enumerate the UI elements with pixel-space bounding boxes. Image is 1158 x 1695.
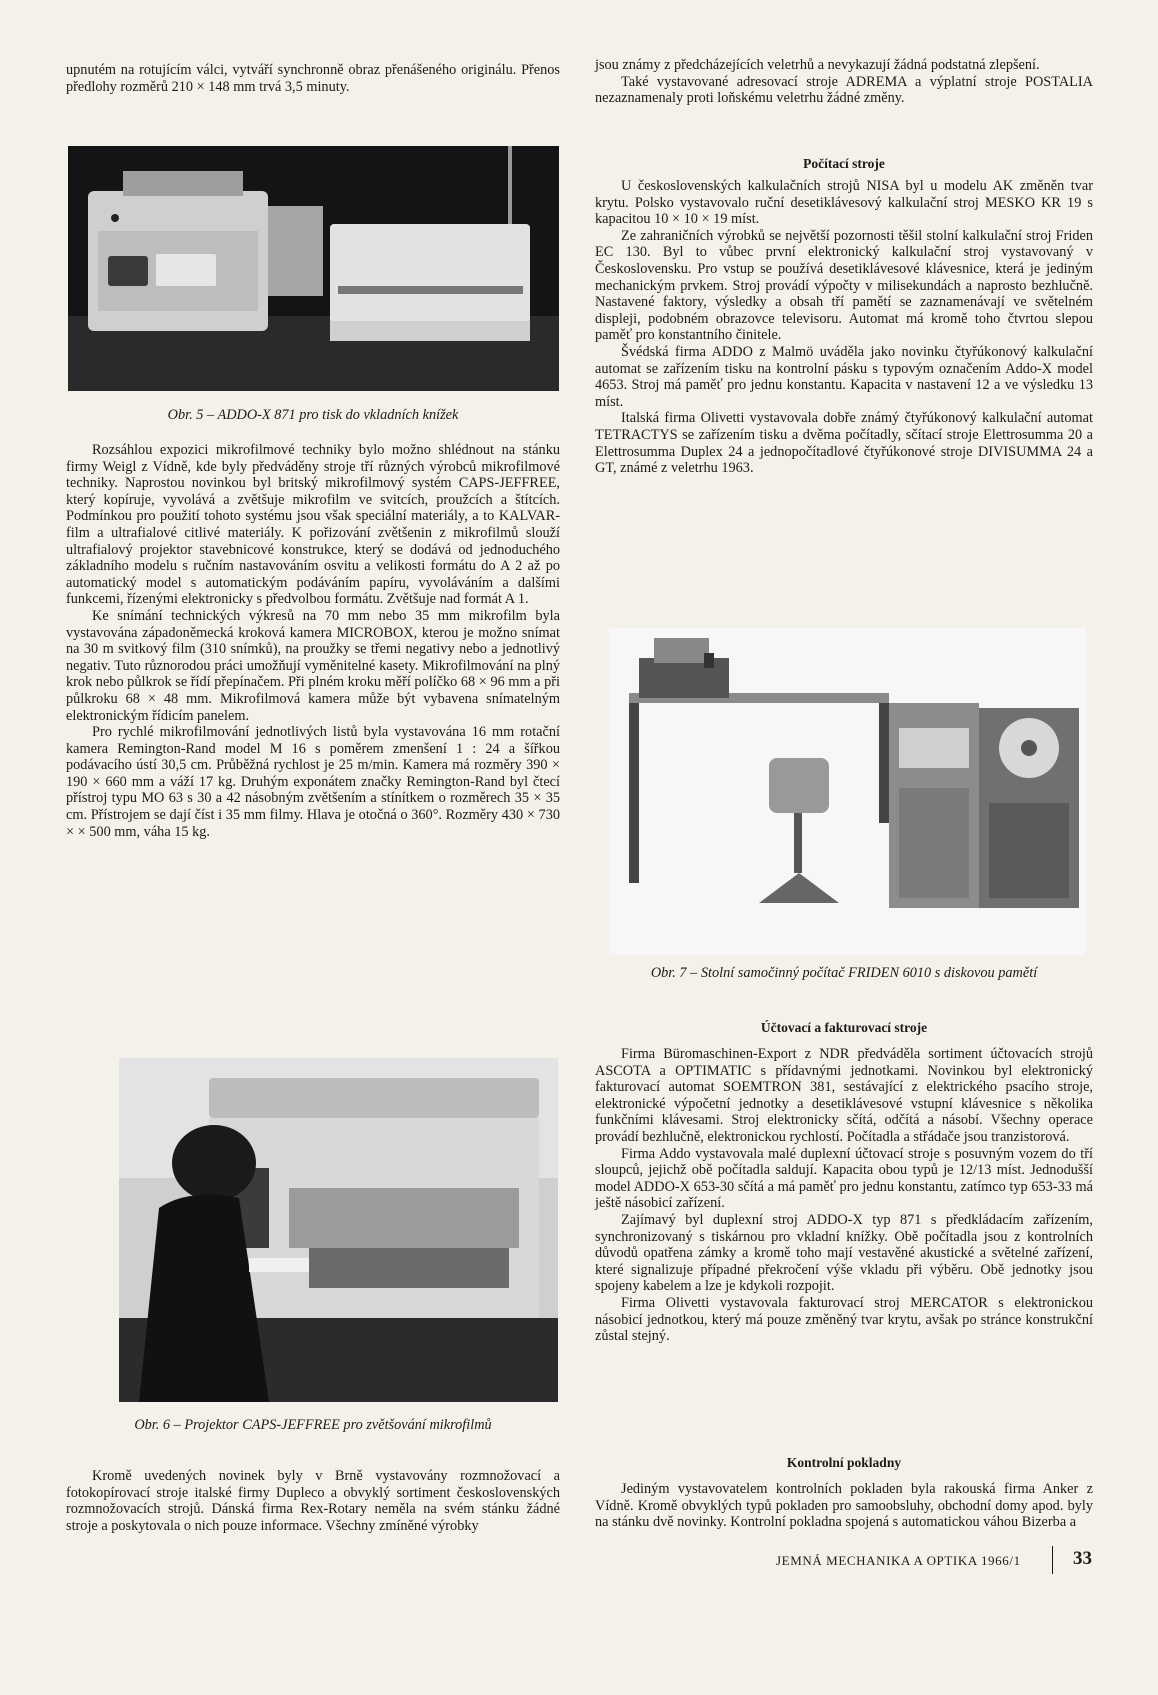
right-paragraph-2: U československých kalkulačních strojů NISA byl u modelu AK změněn tvar krytu. Polsko vystavovalo ruční desetiklávesový kalkulační stroj MESKO KR 19 s kapacitou 10 × 10 × 19 míst. xyxy=(595,178,1093,228)
right-paragraph-7: Firma Addo vystavovala malé duplexní účtovací stroje s posuvným vozem do tří sloupců, jejichž obě počítadla saldují. Kapacita obou typů je 12/13 míst. Jednodušší model ADDO-X 653-30 sčítá a má paměť pro jednu konstantu, zatímco typ 653-33 má ještě násobicí zařízení. xyxy=(595,1145,1093,1212)
figure-7-caption: Obr. 7 – Stolní samočinný počítač FRIDEN 6010 s diskovou pamětí xyxy=(650,965,1038,981)
left-paragraph-1: Rozsáhlou expozici mikrofilmové techniky bylo možno shlédnout na stánku firmy Weigl z Vídně, kde byly předváděny stroje tří různých výrobců mikrofilmové techniky. Naprostou novinkou byl britský mikrofilmový systém CAPS-JEFFREE, který kopíruje, vyvolává a zvětšuje mikrofilm ve svitcích, proužcích a štítcích. Podmínkou pro použití tohoto systému jsou však speciální materiály, a to KALVAR-film a ultrafialové citlivé materiály. K pořizování zvětšenin z mikrofilmů slouží ultrafialový projektor stavebnicové konstrukce, který se dodává od jednoduchého základního modelu s ručním nastavováním osvitu a velikosti formátu do A 2 až po automatický model s automatickým podáváním papíru, vyvoláváním a dalšími funkcemi, řízenými elektronicky s předvolbou formátu. Zvětšuje nad formát A 1. xyxy=(66,442,560,608)
right-paragraph-5: Italská firma Olivetti vystavovala dobře známý čtyřúkonový kalkulační automat TETRACTYS se zařízením tisku a dvěma počítadly, sčítací stroje Elettrosumma 20 a Elettrosumma Duplex 24 a jednopočítadlové čtyřúkonové stroje DIVISUMMA 24 a GT, známé z veletrhu 1963. xyxy=(595,410,1093,477)
photo-caps-jeffree-projector xyxy=(119,1058,558,1402)
right-paragraph-10: Jediným vystavovatelem kontrolních pokladen byla rakouská firma Anker z Vídně. Kromě obvyklých typů pokladen pro samoobsluhy, obchodní domy apod. byly na stánku dvě novinky. Kontrolní pokladna spojená s automatickou váhou Bizerba a xyxy=(595,1481,1093,1531)
right-paragraph-8: Zajímavý byl duplexní stroj ADDO-X typ 871 s předkládacím zařízením, synchronizovaný s tiskárnou pro vkladní knížky. Obě počítadla jsou z kontrolních důvodů opatřena zámky a kromě toho mají vestavěné akustické a světelné zařízení, které signalizuje případné překročení výše vkladu při výběru. Obě jednotky jsou spojeny kabelem a lze je kdykoli rozpojit. xyxy=(595,1211,1093,1295)
heading-pocitaci-stroje: Počítací stroje xyxy=(803,156,885,171)
heading-uctovaci-stroje: Účtovací a fakturovací stroje xyxy=(760,1020,928,1035)
right-paragraph-1: Také vystavované adresovací stroje ADREMA a výplatní stroje POSTALIA nezaznamenaly proti loňskému veletrhu žádné změny. xyxy=(595,73,1093,107)
right-intro-paragraph: jsou známy z předcházejících veletrhů a nevykazují žádná podstatná zlepšení. xyxy=(595,57,1040,73)
right-body-2 xyxy=(595,178,1093,477)
right-body-1 xyxy=(595,57,1093,107)
left-intro-block xyxy=(66,62,560,95)
photo-addo-x-871 xyxy=(68,146,559,391)
right-paragraph-4: Švédská firma ADDO z Malmö uváděla jako novinku čtyřúkonový kalkulační automat se zařízením tisku na kontrolní pásku s typovým označením Addo-X model 4653. Stroj má paměť pro jednu konstantu. Kapacita v nastavení 12 a ve výsledku 13 míst. xyxy=(595,343,1093,410)
left-paragraph-2: Ke snímání technických výkresů na 70 mm nebo 35 mm mikrofilm byla vystavována západoněmecká kroková kamera MICROBOX, kterou je možno snímat na 30 m svitkový film (310 snímků), na proužky se třemi negativy nebo a jednotlivý negativ. Tuto různorodou práci umožňují vyměnitelné kasety. Mikrofilmování na plný krok nebo půlkrok se řídí přepínačem. Při plném kroku měří políčko 68 × 96 mm a při půlkroku 68 × 48 mm. Mikrofilmová kamera může být vybavena snímatelným elektronickým řídicím panelem. xyxy=(66,607,560,724)
right-body-3 xyxy=(595,1046,1093,1345)
right-paragraph-6: Firma Büromaschinen-Export z NDR předváděla sortiment účtovacích strojů ASCOTA a OPTIMATIC s přídavnými jednotkami. Novinkou byl elektronický fakturovací automat SOEMTRON 381, sestávající z elektrického psacího stroje, elektronické výpočetní jednotky a desetiklávesové vstupní klávesnice s několika funkčními klávesami. Stroj elektronicky sčítá, odčítá a násobí. Všechny operace provádí bezhlučně, elektronickou rychlostí. Počítadla a střádače jsou tranzistorová. xyxy=(595,1046,1093,1145)
heading-kontrolni-pokladny: Kontrolní pokladny xyxy=(786,1455,902,1470)
footer-divider xyxy=(1052,1546,1053,1574)
figure-6-caption: Obr. 6 – Projektor CAPS-JEFFREE pro zvětšování mikrofilmů xyxy=(134,1417,492,1433)
left-body-1 xyxy=(66,442,560,840)
photo-friden-6010 xyxy=(609,628,1086,955)
figure-5-caption: Obr. 5 – ADDO-X 871 pro tisk do vkladních knížek xyxy=(167,407,459,423)
right-paragraph-9: Firma Olivetti vystavovala fakturovací stroj MERCATOR s elektronickou násobicí jednotkou, který má pouze změněný tvar krytu, avšak po stránce konstrukční zůstal stejný. xyxy=(595,1294,1093,1345)
left-paragraph-4: Kromě uvedených novinek byly v Brně vystavovány rozmnožovací a fotokopírovací stroje italské firmy Dupleco a obvyklý sortiment československých rozmnožovacích strojů. Dánská firma Rex-Rotary neměla na svém stánku žádné stroje a poskytovala o nich pouze informace. Všechny zmíněné výrobky xyxy=(66,1468,560,1534)
left-paragraph-3: Pro rychlé mikrofilmování jednotlivých listů byla vystavována 16 mm rotační kamera Remington-Rand model M 16 s poměrem zmenšení 1 : 24 a šířkou podávacího ústí 30,5 cm. Průběžná rychlost je 25 m/min. Kamera má rozměry 390 × 190 × 660 mm a váží 17 kg. Druhým exponátem značky Remington-Rand byl čtecí přístroj typu MO 63 s 30 a 42 násobným zvětšením a stínítkem o rozměrech 35 × 35 cm. Přístrojem se dají číst i 35 mm filmy. Hlava je otočná o 360°. Rozměry 430 × 730 × × 500 mm, váha 15 kg. xyxy=(66,724,560,840)
left-body-2 xyxy=(66,1468,560,1534)
page-number: 33 xyxy=(1073,1548,1092,1569)
left-intro-paragraph: upnutém na rotujícím válci, vytváří synchronně obraz přenášeného originálu. Přenos předlohy rozměrů 210 × 148 mm trvá 3,5 minuty. xyxy=(66,62,560,95)
right-paragraph-3: Ze zahraničních výrobků se největší pozornosti těšil stolní kalkulační stroj Friden EC 130. Byl to vůbec první elektronický kalkulační stroj vystavovaný v Československu. Pro vstup se používá desetiklávesové klávesnice, která je jediným mechanickým prvkem. Stroj provádí výpočty v milisekundách a naprosto bezhlučně. Nastavené faktory, výsledky a obsah tří pamětí se zaznamenávají ve světelném displeji, podobném obrazovce televisoru. Automat má kromě toho čtvrtou slepou paměť pro konstantního činitele. xyxy=(595,227,1093,344)
journal-footer: JEMNÁ MECHANIKA A OPTIKA 1966/1 xyxy=(776,1553,1021,1568)
right-body-4 xyxy=(595,1481,1093,1531)
